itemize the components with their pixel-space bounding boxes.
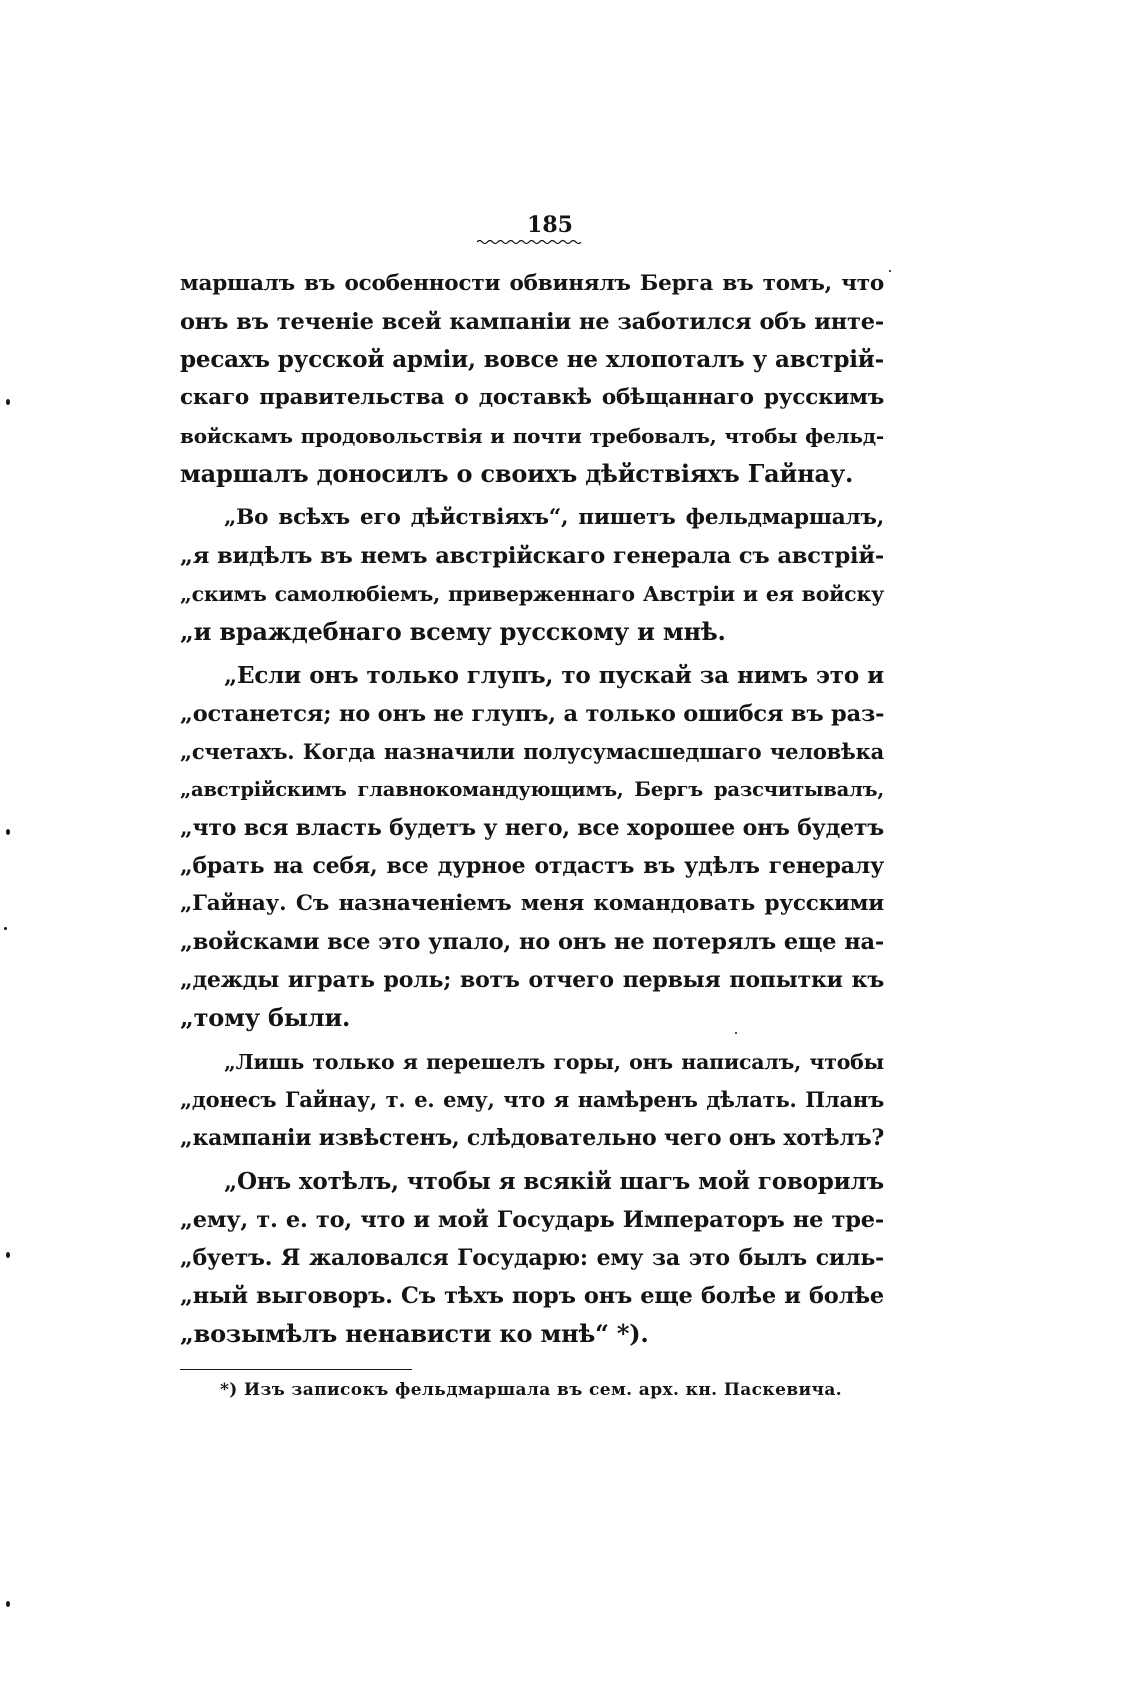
text-line: „счетахъ. Когда назначили полусумасшедшаго человѣка: [180, 739, 884, 764]
text-line: „Во всѣхъ его дѣйствіяхъ“, пишетъ фельдмаршалъ,: [224, 505, 884, 530]
paragraph: [180, 265, 884, 493]
text-line: „австрійскимъ главнокомандующимъ, Бергъ разсчитывалъ,: [180, 778, 884, 801]
scan-speck: [889, 270, 891, 272]
text-line: „Если онъ только глупъ, то пускай за нимъ это и: [224, 662, 884, 689]
text-line: маршалъ въ особенности обвинялъ Берга въ томъ, что: [180, 271, 884, 296]
text-line: „войсками все это упало, но онъ не потерялъ еще на-: [180, 929, 884, 955]
paragraph: [180, 499, 884, 651]
scan-speck: [6, 1601, 10, 1607]
text-line: „дежды играть роль; вотъ отчего первыя попытки къ: [180, 967, 884, 993]
text-line: скаго правительства о доставкѣ обѣщаннаго русскимъ: [180, 385, 884, 410]
text-line: „ный выговоръ. Съ тѣхъ поръ онъ еще болѣе и болѣе: [180, 1283, 884, 1309]
scan-speck: [4, 927, 7, 930]
text-line: „донесъ Гайнау, т. е. ему, что я намѣренъ дѣлать. Планъ: [180, 1087, 884, 1112]
paragraph: [180, 1163, 884, 1353]
text-line: онъ въ теченіе всей кампаніи не заботился объ инте-: [180, 309, 884, 335]
page-number-ornament: [477, 238, 581, 246]
text-line: войскамъ продовольствія и почти требовалъ, чтобы фельд-: [180, 424, 884, 448]
text-line: „ему, т. е. то, что и мой Государь Императоръ не тре-: [180, 1207, 884, 1233]
scan-speck: [6, 399, 10, 405]
footnote: *) Изъ записокъ фельдмаршала въ сем. арх. кн. Паскевича.: [220, 1380, 843, 1400]
text-line: маршалъ доносилъ о своихъ дѣйствіяхъ Гайнау.: [180, 459, 854, 488]
body-text: [180, 265, 884, 1359]
text-line: „брать на себя, все дурное отдастъ въ удѣлъ генералу: [180, 853, 884, 879]
footnote-rule: [180, 1369, 412, 1370]
text-line: „Онъ хотѣлъ, чтобы я всякій шагъ мой говорилъ: [224, 1168, 884, 1195]
text-line: „скимъ самолюбіемъ, приверженнаго Австріи и ея войску: [180, 582, 884, 606]
text-line: „тому были.: [180, 1003, 351, 1032]
text-line: „я видѣлъ въ немъ австрійскаго генерала съ австрій-: [180, 543, 884, 569]
paragraph: [180, 657, 884, 1037]
scan-speck: [6, 1252, 10, 1258]
scan-speck: [735, 1032, 737, 1034]
text-line: „что вся власть будетъ у него, все хорошее онъ будетъ: [180, 815, 884, 841]
scan-speck: [6, 829, 10, 835]
text-line: „Гайнау. Съ назначеніемъ меня командовать русскими: [180, 891, 884, 916]
text-line: „останется; но онъ не глупъ, а только ошибся въ раз-: [180, 701, 885, 727]
page-number: 185: [527, 212, 573, 238]
paragraph: [180, 1043, 884, 1157]
text-line: ресахъ русской арміи, вовсе не хлопоталъ у австрій-: [180, 346, 884, 373]
text-line: „возымѣлъ ненависти ко мнѣ“ *).: [180, 1319, 649, 1348]
text-line: „буетъ. Я жаловался Государю: ему за это былъ силь-: [180, 1245, 884, 1271]
text-line: „кампаніи извѣстенъ, слѣдовательно чего онъ хотѣлъ?: [180, 1125, 885, 1151]
text-line: „Лишь только я перешелъ горы, онъ написалъ, чтобы: [224, 1050, 884, 1074]
text-line: „и враждебнаго всему русскому и мнѣ.: [180, 617, 726, 646]
